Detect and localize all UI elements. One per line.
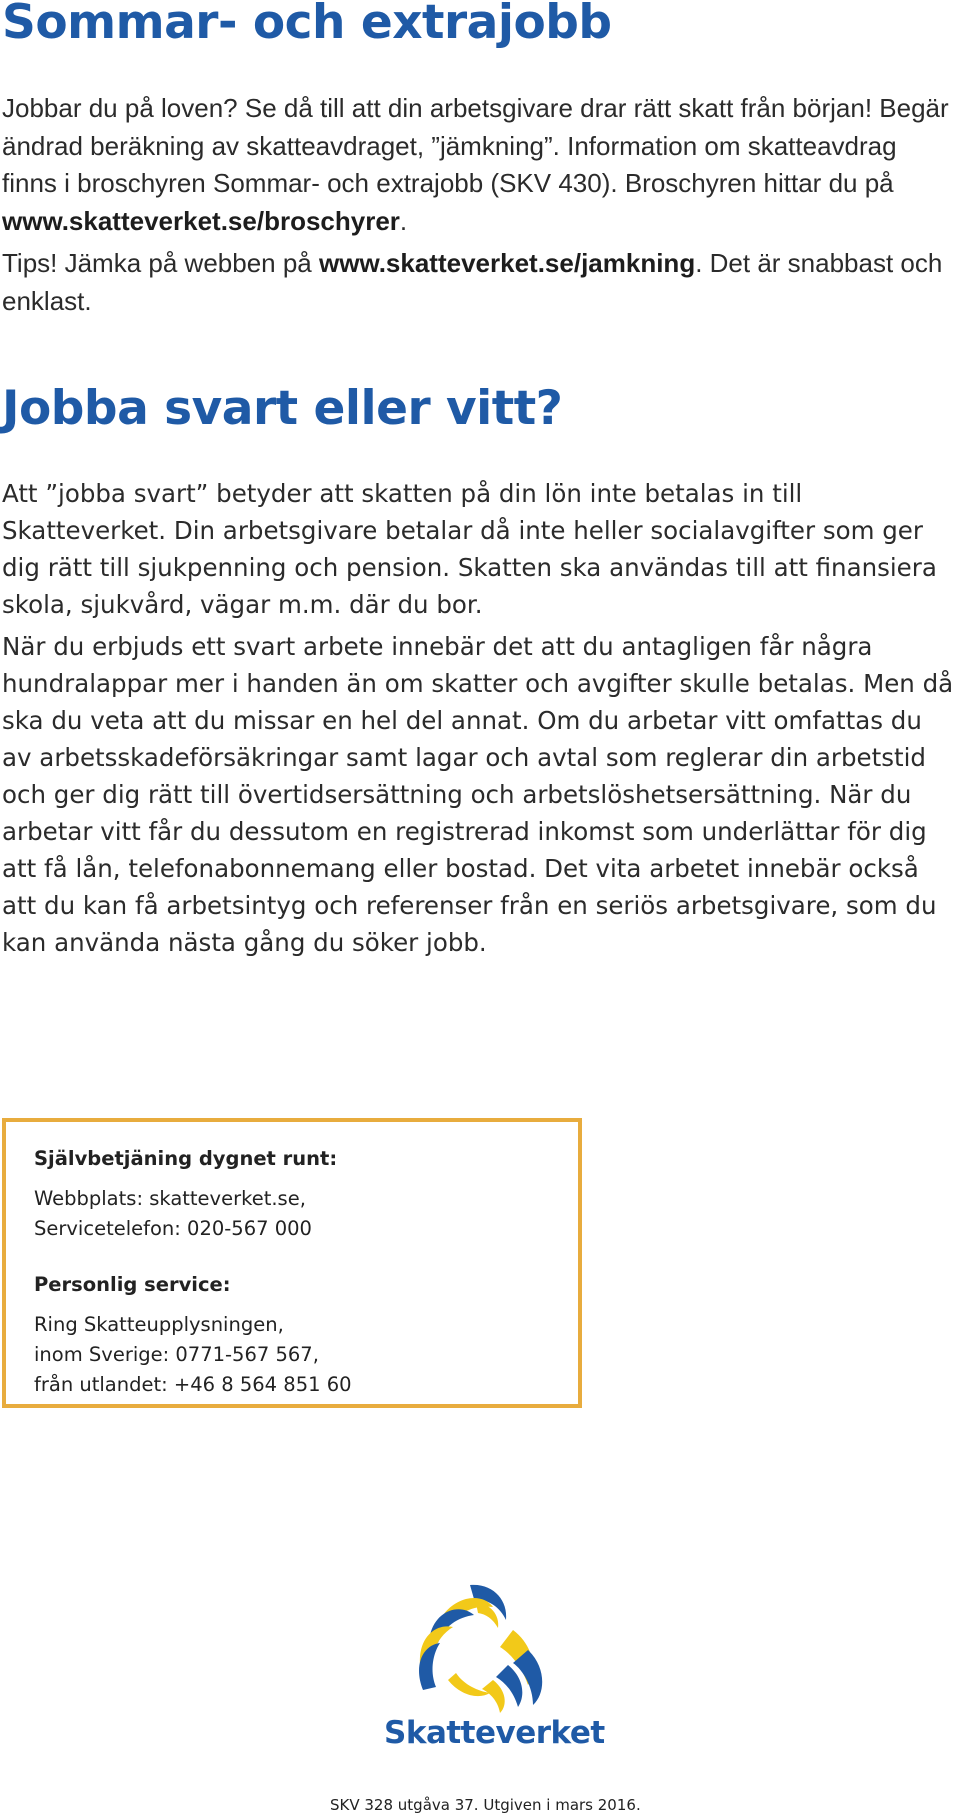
paragraph-jamkning	[2, 90, 958, 240]
link-broschyrer[interactable]: www.skatteverket.se/broschyrer	[2, 205, 400, 236]
heading-jobba-svart: Jobba svart eller vitt?	[2, 381, 563, 436]
contact-box	[2, 1118, 582, 1408]
paragraph-text: .	[399, 205, 408, 236]
logo-wordmark: Skatteverket	[384, 1715, 605, 1751]
intro-section	[2, 90, 958, 325]
self-service-title: Självbetjäning dygnet runt:	[34, 1147, 338, 1170]
paragraph-tips	[2, 245, 958, 320]
spacer	[34, 1244, 352, 1270]
link-jamkning[interactable]: www.skatteverket.se/jamkning	[319, 248, 696, 278]
paragraph-text: . Det är snabbast och enklast.	[2, 248, 943, 316]
footer-publication-info: SKV 328 utgåva 37. Utgiven i mars 2016.	[330, 1796, 641, 1814]
heading-sommar-extrajobb: Sommar- och extrajobb	[2, 0, 612, 50]
contact-line-ring: Ring Skatteupplysningen,	[34, 1313, 284, 1336]
svart-vitt-section	[2, 475, 958, 966]
personal-service-title: Personlig service:	[34, 1273, 231, 1296]
paragraph-vitt: När du erbjuds ett svart arbete innebär det att du antagligen får några hundralappar mer i handen än om skatter och avgifter skulle betalas. Men då ska du veta att du missar en hel del annat. Om du arbetar vitt omfattas du av arbetsskadeförsäkringar samt lagar och avtal som reglerar din arbetstid och ger dig rätt till övertidsersättning och arbetslöshetsersättning. När du arbetar vitt får du dessutom en registrerad inkomst som underlättar för dig att få lån, telefonabonnemang eller bostad. Det vita arbetet innebär också att du kan få arbetsintyg och referenser från en seriös arbetsgivare, som du kan använda nästa gång du söker jobb.	[2, 632, 954, 957]
contact-line-servicephone: Servicetelefon: 020-567 000	[34, 1217, 312, 1240]
contact-line-abroad: från utlandet: +46 8 564 851 60	[34, 1373, 352, 1396]
paragraph-text: Jobbar du på loven? Se då till att din arbetsgivare drar rätt skatt från början! Begär ändrad beräkning av skatteavdraget, ”jämkning”. Information om skatteavdrag finns i broschyren Sommar- och extrajobb (SKV 430). Broschyren hittar du på	[2, 93, 949, 198]
paragraph-svart: Att ”jobba svart” betyder att skatten på din lön inte betalas in till Skatteverket. Din arbetsgivare betalar då inte heller socialavgifter som ger dig rätt till sjukpenning och pension. Skatten ska användas till att finansiera skola, sjukvård, vägar m.m. där du bor.	[2, 479, 937, 619]
contact-box-content	[34, 1144, 352, 1400]
contact-line-sweden: inom Sverige: 0771-567 567,	[34, 1343, 319, 1366]
paragraph-text: Tips! Jämka på webben på	[2, 248, 319, 278]
contact-line-website: Webbplats: skatteverket.se,	[34, 1187, 306, 1210]
